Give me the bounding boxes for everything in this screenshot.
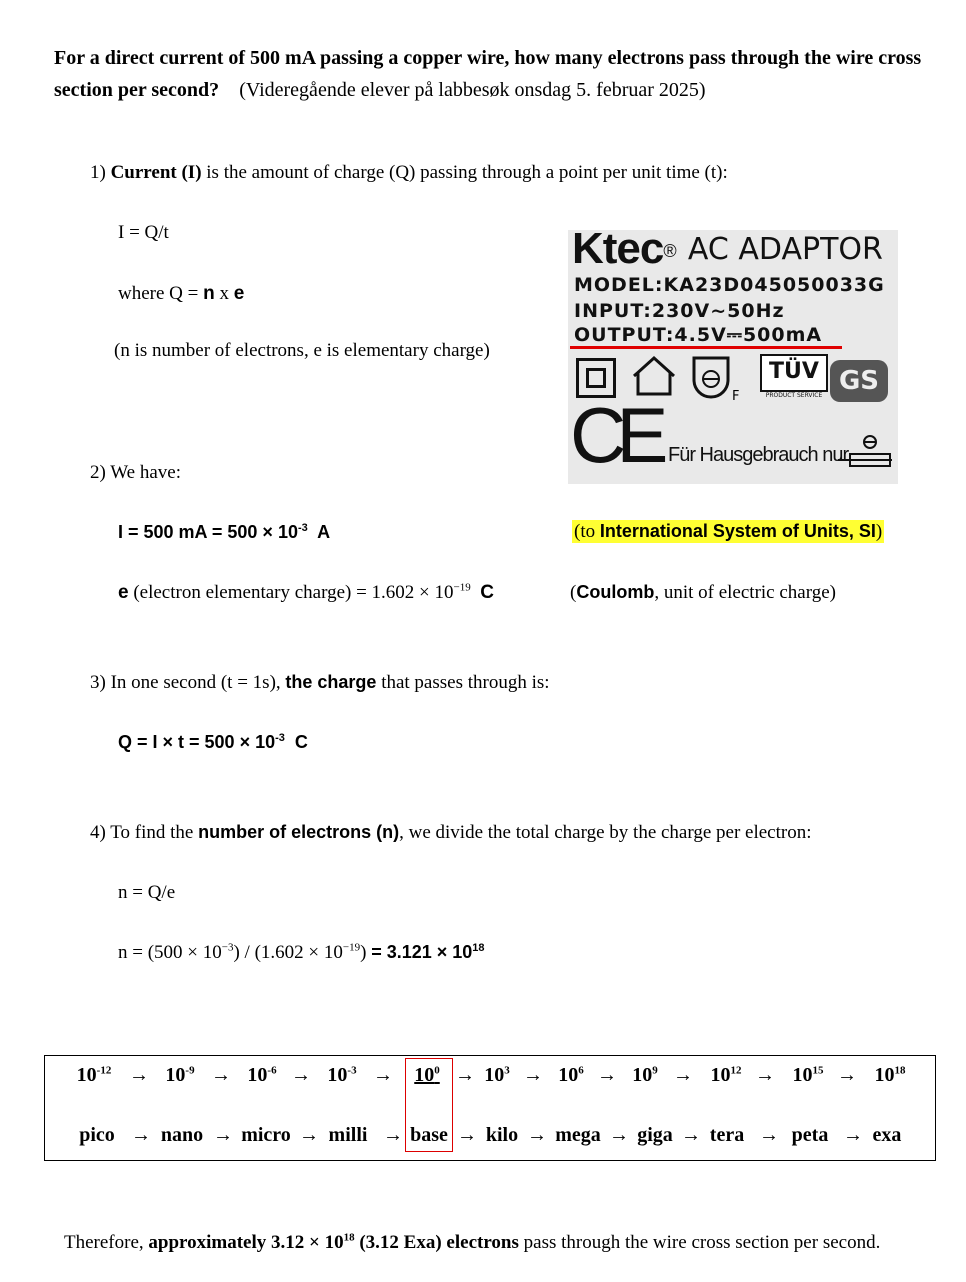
coulomb-text: , unit of electric charge) — [654, 582, 836, 603]
conclusion-exp: 18 — [343, 1231, 355, 1244]
step4-post: , we divide the total charge by the charge per electron: — [399, 822, 812, 843]
arrow-icon: → — [837, 1064, 857, 1086]
conclusion-pre: Therefore, — [64, 1232, 144, 1253]
question-line-2-text: section per second? — [54, 79, 220, 101]
step1-formula: I = Q/t — [118, 222, 169, 243]
tuv-subtext: PRODUCT SERVICE — [765, 392, 823, 399]
conclusion — [64, 1232, 880, 1254]
step4-heading — [90, 822, 812, 844]
si-open: (to — [574, 521, 600, 542]
step4-bold: number of electrons (n) — [198, 822, 400, 842]
current-unit: A — [317, 522, 331, 542]
calc-result: = 3.121 × 10 — [371, 942, 473, 962]
step2-text: We have: — [110, 462, 181, 483]
prefix-kilo: kilo — [485, 1124, 519, 1146]
step3-pre: In one second (t = 1s), — [110, 672, 281, 693]
current-exp: -3 — [297, 522, 308, 534]
question-note: (Videregående elever på labbesøk onsdag 5. februar 2025) — [239, 79, 706, 101]
arrow-icon: → — [131, 1124, 151, 1146]
arrow-icon: → — [759, 1124, 779, 1146]
power-peta: $10^{15}$ — [792, 1064, 824, 1086]
conclusion-bold: approximately 3.12 × 10 — [148, 1232, 344, 1253]
prefix-milli: milli — [328, 1124, 368, 1146]
power-pico: $10^{-12}$ — [76, 1064, 112, 1086]
arrow-icon: → — [527, 1124, 547, 1146]
e-exp: −19 — [453, 581, 471, 594]
arrow-icon: → — [455, 1064, 475, 1086]
e-symbol: e — [118, 582, 129, 603]
f-mark: F — [732, 389, 740, 402]
prefix-peta: peta — [791, 1124, 829, 1146]
step3-number: 3) — [90, 672, 106, 693]
coulomb-open: ( — [570, 582, 577, 603]
arrow-icon: → — [597, 1064, 617, 1086]
calc-c: ) — [360, 942, 367, 963]
step4-calculation — [118, 942, 485, 964]
step1-where — [118, 283, 244, 305]
step1-number: 1) — [90, 162, 106, 183]
arrow-icon: → — [755, 1064, 775, 1086]
power-milli: $10^{-3}$ — [327, 1064, 357, 1086]
safety-transformer-icon — [688, 352, 740, 402]
brand-name: Ktec — [572, 230, 664, 273]
charge-equation — [118, 732, 308, 753]
power-giga: $10^9$ — [632, 1064, 658, 1086]
power-tera: $10^{12}$ — [710, 1064, 742, 1086]
calc-b-exp: −19 — [342, 941, 361, 954]
product-name: AC ADAPTOR — [687, 232, 883, 267]
tuv-text: TÜV — [769, 359, 819, 384]
calc-a: n = (500 × 10 — [118, 942, 222, 963]
step2-heading — [90, 462, 181, 484]
power-exa: $10^{18}$ — [874, 1064, 906, 1086]
power-kilo: $10^3$ — [484, 1064, 510, 1086]
prefix-base: base — [410, 1124, 448, 1146]
current-equation — [118, 522, 330, 543]
calc-result-exp: 18 — [472, 942, 485, 954]
step1-text: is the amount of charge (Q) passing through a point per unit time (t): — [206, 162, 728, 183]
charge-eq-text: Q = I × t = 500 × 10 — [118, 732, 276, 752]
where-n: n — [203, 283, 215, 304]
arrow-icon: → — [213, 1124, 233, 1146]
si-highlight — [572, 520, 884, 543]
power-base: $10^0$ — [414, 1064, 440, 1086]
electron-charge-line — [118, 582, 494, 604]
arrow-icon: → — [129, 1064, 149, 1086]
arrow-icon: → — [681, 1124, 701, 1146]
question-line-1: For a direct current of 500 mA passing a copper wire, how many electrons pass through the wire cross — [54, 47, 922, 69]
conclusion-bold-post: (3.12 Exa) electrons — [359, 1232, 519, 1253]
registered-mark: ® — [663, 240, 677, 261]
adapter-label-photo — [568, 230, 898, 484]
prefix-pico: pico — [79, 1124, 115, 1146]
prefix-tera: tera — [709, 1124, 745, 1146]
gs-mark: GS — [830, 360, 888, 402]
arrow-icon: → — [609, 1124, 629, 1146]
step1-heading — [90, 162, 728, 184]
question-line-2 — [54, 74, 921, 106]
arrow-icon: → — [211, 1064, 231, 1086]
step4-pre: To find the — [110, 822, 194, 843]
e-unit: C — [480, 582, 494, 603]
step1-term: Current (I) — [110, 162, 202, 183]
charge-unit: C — [294, 732, 308, 752]
step3-bold: the charge — [285, 672, 377, 692]
prefix-micro: micro — [241, 1124, 291, 1146]
si-close: ) — [875, 521, 883, 542]
arrow-icon: → — [523, 1064, 543, 1086]
label-input: INPUT:230V~50Hz — [574, 300, 785, 322]
prefix-exa: exa — [872, 1124, 902, 1146]
si-text: International System of Units, SI — [599, 521, 876, 541]
household-use-text: Für Hausgebrauch nur — [668, 444, 849, 466]
brand-logo — [572, 230, 883, 274]
arrow-icon: → — [299, 1124, 319, 1146]
coulomb-bold: Coulomb — [576, 582, 655, 602]
step3-post: that passes through is: — [381, 672, 550, 693]
e-text: (electron elementary charge) = 1.602 × 10 — [133, 582, 454, 603]
step3-heading — [90, 672, 550, 694]
prefix-giga: giga — [637, 1124, 673, 1146]
label-model: MODEL:KA23D045050033G — [574, 274, 885, 296]
charge-exp: -3 — [275, 732, 285, 744]
step1-explain: (n is number of electrons, e is elementary charge) — [114, 340, 490, 361]
conclusion-post: pass through the wire cross section per second. — [523, 1232, 881, 1253]
fuse-icon — [834, 430, 894, 480]
ce-mark: CE — [570, 391, 659, 479]
where-x: x — [214, 283, 234, 304]
current-eq-text: I = 500 mA = 500 × 10 — [118, 522, 298, 542]
arrow-icon: → — [373, 1064, 393, 1086]
where-e: e — [233, 283, 245, 304]
arrow-icon: → — [457, 1124, 477, 1146]
si-prefix-table — [44, 1055, 936, 1161]
si-note — [572, 521, 884, 543]
prefix-mega: mega — [555, 1124, 601, 1146]
output-underline — [570, 346, 842, 349]
arrow-icon: → — [673, 1064, 693, 1086]
tuv-mark — [760, 354, 828, 399]
prefix-nano: nano — [160, 1124, 204, 1146]
step2-number: 2) — [90, 462, 106, 483]
calc-a-exp: −3 — [221, 941, 234, 954]
step4-formula: n = Q/e — [118, 882, 176, 903]
where-prefix: where Q = — [118, 283, 204, 304]
arrow-icon: → — [291, 1064, 311, 1086]
arrow-icon: → — [843, 1124, 863, 1146]
power-nano: $10^{-9}$ — [165, 1064, 195, 1086]
arrow-icon: → — [383, 1124, 403, 1146]
calc-b: ) / (1.602 × 10 — [233, 942, 343, 963]
step4-number: 4) — [90, 822, 106, 843]
label-output: OUTPUT:4.5V⎓500mA — [574, 324, 823, 346]
coulomb-note — [570, 582, 836, 604]
question-title — [54, 42, 921, 106]
power-micro: $10^{-6}$ — [247, 1064, 277, 1086]
power-mega: $10^6$ — [558, 1064, 584, 1086]
